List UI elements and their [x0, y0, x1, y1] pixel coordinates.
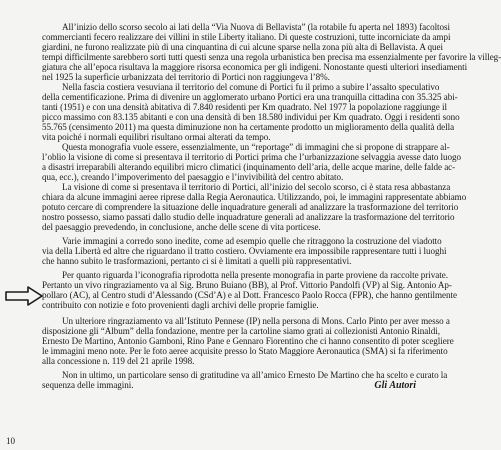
text-line: Nella fascia costiera vesuviana il territorio del comune di Portici fu il primo a subire l’assalto speculativo — [62, 82, 440, 92]
text-line: disposizione gli “Album” della fondazione, mentre per la cartoline siamo grati ai collezionisti Antonio Rinaldi, — [42, 326, 440, 336]
text-line: All’inizio dello scorso secolo ai lati della “Via Nuova di Bellavista” (la rotabile fu aperta nel 1893) facoltosi — [62, 22, 450, 32]
text-line: alla concessione n. 119 del 21 aprile 1998. — [42, 356, 195, 366]
text-line: l’oblio la visione di come si presentava il territorio di Portici prima che l’urbanizzazione selvaggia avesse dato luogo — [42, 152, 462, 162]
text-line: le immagini meno note. Per le foto aeree acquisite presso lo Stato Maggiore Aeronautica (SMA) si fa riferimento — [42, 346, 448, 356]
page-number: 10 — [6, 436, 15, 446]
text-line: Non in ultimo, un particolare senso di gratitudine va all’amico Ernesto De Martino che ha scelto e curato la — [62, 370, 448, 380]
text-line: a disastri irreparabili alterando equilibri micro climatici (inquinamento dell’aria, delle acque marine, delle falde ac- — [42, 162, 456, 172]
text-line: commercianti fecero realizzare dei villini in stile Liberty italiano. Di queste costruzioni, tutte incorniciate da ampi — [42, 32, 451, 42]
text-line: tanti (1951) e con una densità abitativa di 7.840 residenti per Km quadrato. Nel 1977 la popolazione raggiunge il — [42, 102, 447, 112]
text-line: pollaro (AC), al Centro studi d’Alessando (CSd’A) e al Dott. Francesco Paolo Rocca (FPR), che hanno gentilmente — [42, 290, 457, 300]
text-line: Un ulteriore ringraziamento va all’Istituto Pennese (IP) nella persona di Mons. Carlo Pinto per aver messo a — [62, 316, 450, 326]
text-line: nostro possesso, siamo passati dallo studio delle inquadrature generali ad analizzare la trasformazione del territorio — [42, 212, 455, 222]
text-line: del paesaggio prevedendo, in conclusione, anche delle scene di vita porticese. — [42, 222, 321, 232]
text-line: giatura che all’epoca risultava la maggiore risorsa economica per gli indigeni. Nonostante questi ulteriori insediamenti — [42, 62, 468, 72]
text-line: chiara da alcune immagini aeree riprese dalla Regia Aeronautica. Utilizzando, poi, le immagini rappresentate abbiamo — [42, 192, 467, 202]
text-line: nel 1925 la superficie urbanizzata del territorio di Portici non raggiungeva l’8%. — [42, 72, 330, 82]
text-line: che hanno subito le trasformazioni, pertanto ci si è limitati a quelli più rappresentativi. — [42, 256, 352, 266]
text-line: Varie immagini a corredo sono inedite, come ad esempio quelle che ritraggono la costruzione del viadotto — [62, 236, 442, 246]
signature: Gli Autori — [374, 380, 416, 391]
right-arrow-outline-icon — [4, 285, 44, 307]
text-line: Per quanto riguarda l’iconografia riprodotta nella presente monografia in parte proviene da raccolte private. — [62, 270, 448, 280]
text-line: potuto cercare di comprendere la situazione delle inquadrature generali ad analizzare la trasformazione del territorio — [42, 202, 459, 212]
text-line: contribuito con notizie e foto provenienti dagli archivi delle proprie famiglie. — [42, 300, 319, 310]
text-line: della cementificazione. Prima di divenire un agglomerato urbano Portici era una tranquilla cittadina con 35.325 abi- — [42, 92, 458, 102]
text-line: sequenza delle immagini. — [42, 380, 134, 390]
text-line: Questa monografia vuole essere, essenzialmente, un “reportage” di immagini che si propone di strappare al- — [62, 142, 450, 152]
text-line: picco massimo con 83.135 abitanti e con una densità di ben 18.580 individui per Km quadrato. Oggi i residenti sono — [42, 112, 460, 122]
text-line: vita poiché i normali equilibri risultano ormai alterati da tempo. — [42, 132, 271, 142]
text-line: Ernesto De Martino, Antonio Gamboni, Rino Pane e Gennaro Fiorentino che ci hanno consentito di poter scegliere — [42, 336, 454, 346]
text-line: qua, ecc.), creando l’impoverimento del paesaggio e l’invivibilità del centro abitato. — [42, 172, 344, 182]
text-line: 55.765 (censimento 2011) ma questa diminuzione non ha certamente prodotto un miglioramento della qualità della — [42, 122, 455, 132]
text-line: tempi difficilmente sarebbero sorti tutti questi senza una regola urbanistica ben precisa ma essenzialmente per favorire la villeg- — [42, 52, 501, 62]
text-line: via della Libertà ed altre che riguardano il tratto costiero. Ovviamente era impossibile rappresentare tutti i luoghi — [42, 246, 447, 256]
text-line: Pertanto un vivo ringraziamento va al Sig. Bruno Buiano (BB), al Prof. Vittorio Pandolfi (VP) al Sig. Antonio Ap- — [42, 280, 452, 290]
text-line: La visione di come si presentava il territorio di Portici, all’inizio del secolo scorso, ci è stata resa abbastanza — [62, 182, 451, 192]
text-line: giardini, ne furono realizzate più di una cinquantina di cui alcune sparse nella zona più alta di Bellavista. A quei — [42, 42, 444, 52]
